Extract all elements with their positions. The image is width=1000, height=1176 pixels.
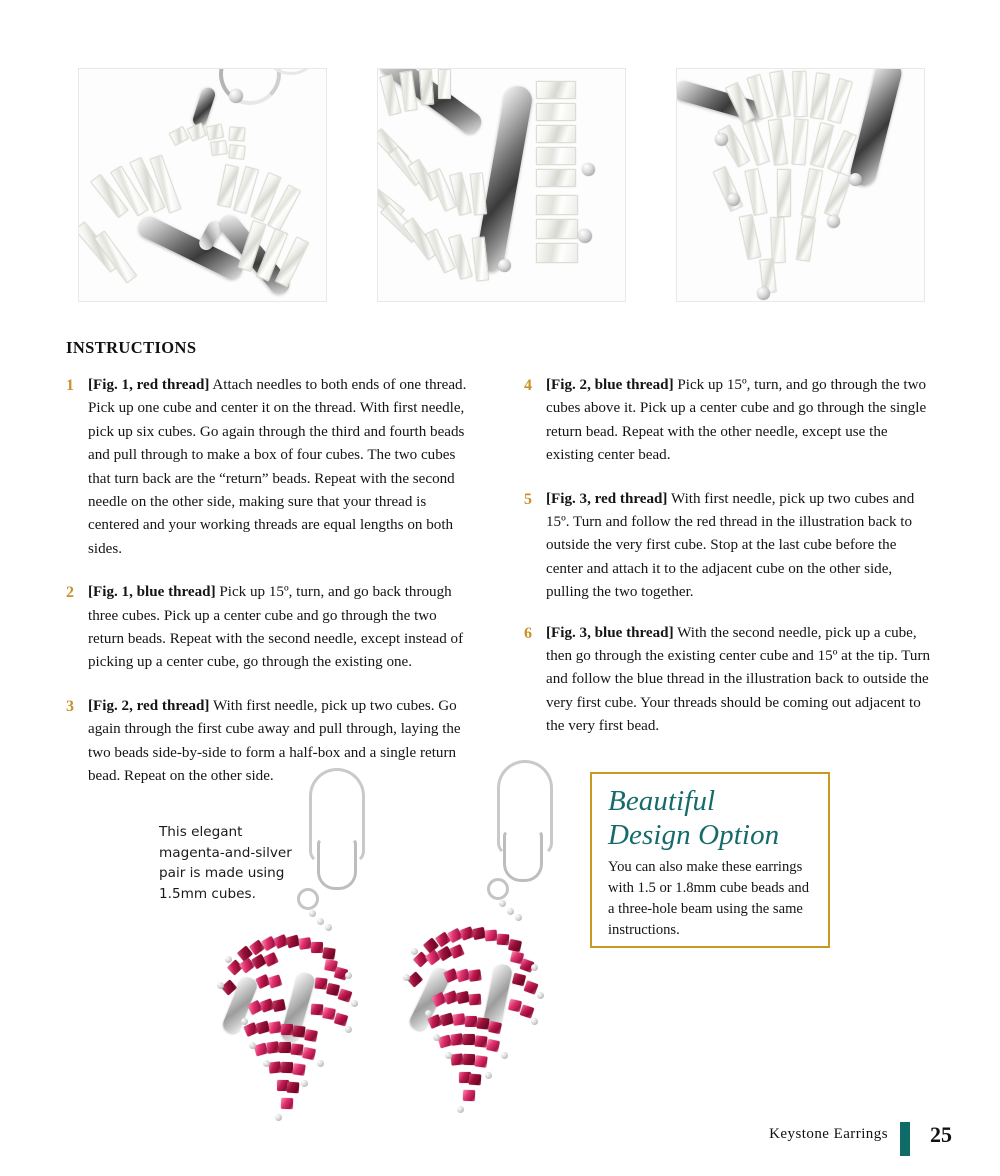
- page-number: 25: [930, 1122, 952, 1147]
- design-option-title-line2: Design Option: [608, 819, 780, 851]
- earrings-caption: This elegant magenta-and-silver pair is made using 1.5mm cubes.: [159, 824, 292, 902]
- fig-photo-2-artwork: [378, 69, 625, 301]
- step-body: Pick up 15º, turn, and go through the two cubes above it. Pick up a center cube and go through the single return bead. Repeat with the other needle, except use the existing center bead.: [546, 377, 927, 464]
- earring-left: [205, 760, 395, 1140]
- instruction-step: [66, 374, 476, 561]
- step-figure-ref: [Fig. 3, blue thread]: [546, 624, 674, 641]
- step-text: [88, 374, 476, 561]
- design-option-body: You can also make these earrings with 1.5 or 1.8mm cube beads and a three-hole beam using the same instructions.: [608, 859, 810, 938]
- step-number: 1: [66, 377, 74, 394]
- step-number: 5: [524, 490, 532, 508]
- step-figure-ref: [Fig. 1, red thread]: [88, 377, 210, 393]
- design-option-box: [590, 772, 830, 948]
- instruction-columns: [66, 374, 934, 806]
- step-text: [546, 374, 934, 468]
- step-number: 6: [524, 624, 532, 642]
- figure-photo-strip: [78, 68, 925, 302]
- step-number: 2: [66, 584, 74, 602]
- fig-photo-1: [78, 68, 327, 302]
- step-text: [546, 488, 934, 605]
- footer-accent-bar: [900, 1122, 910, 1156]
- step-figure-ref: [Fig. 2, red thread]: [88, 697, 210, 714]
- fig-photo-3: [676, 68, 925, 302]
- instruction-step: [66, 581, 476, 675]
- fig-photo-1-artwork: [79, 69, 326, 301]
- step-number: 3: [66, 697, 74, 715]
- step-body: Pick up 15º, turn, and go back through three cubes. Pick up a center cube and go through the two return beads. Repeat with the second needle, except instead of picking up a center cube, go through the existing one.: [88, 584, 464, 671]
- instructions-heading: INSTRUCTIONS: [66, 338, 197, 357]
- instruction-column-right: [524, 374, 934, 806]
- step-text: [546, 622, 934, 739]
- instruction-step: [524, 488, 934, 605]
- step-body: With first needle, pick up two cubes and 15º. Turn and follow the red thread in the illustration back to outside the very first cube. Stop at the last cube before the center and attach it to the adjacent cube on the other side, pulling the two together.: [546, 490, 915, 601]
- step-number: 4: [524, 377, 532, 394]
- instruction-step: [524, 622, 934, 739]
- instruction-step: [524, 374, 934, 468]
- instruction-column-left: [66, 374, 476, 806]
- step-body: Attach needles to both ends of one thread. Pick up one cube and center it on the thread. With first needle, pick up six cubes. Go again through the third and fourth beads and pull through to make a box of four cubes. The two cubes that turn back are the “return” beads. Repeat with the second needle on the other side, making sure that your thread is centered and your working threads are equal lengths on both sides.: [88, 377, 467, 557]
- footer-section-title: Keystone Earrings: [769, 1126, 888, 1142]
- earring-right: [375, 760, 565, 1140]
- magenta-silver-earrings-photo: [205, 760, 595, 1140]
- step-figure-ref: [Fig. 3, red thread]: [546, 490, 668, 507]
- step-body: With first needle, pick up two cubes. Go again through the first cube away and pull through, laying the two beads side-by-side to form a half-box and a single return bead. Repeat on the other side.: [88, 697, 461, 785]
- fig-photo-2: [377, 68, 626, 302]
- fig-photo-3-artwork: [677, 69, 924, 301]
- step-text: [88, 581, 476, 675]
- step-body: With the second needle, pick up a cube, then go through the existing center cube and 15º at the tip. Turn and follow the blue thread in the illustration back to outside the very first cube. Your threads should be coming out adjacent to the very first bead.: [546, 624, 931, 735]
- design-option-title-line1: Beautiful: [608, 785, 716, 817]
- design-option-title: [608, 784, 814, 852]
- step-figure-ref: [Fig. 2, blue thread]: [546, 377, 674, 393]
- step-figure-ref: [Fig. 1, blue thread]: [88, 584, 216, 601]
